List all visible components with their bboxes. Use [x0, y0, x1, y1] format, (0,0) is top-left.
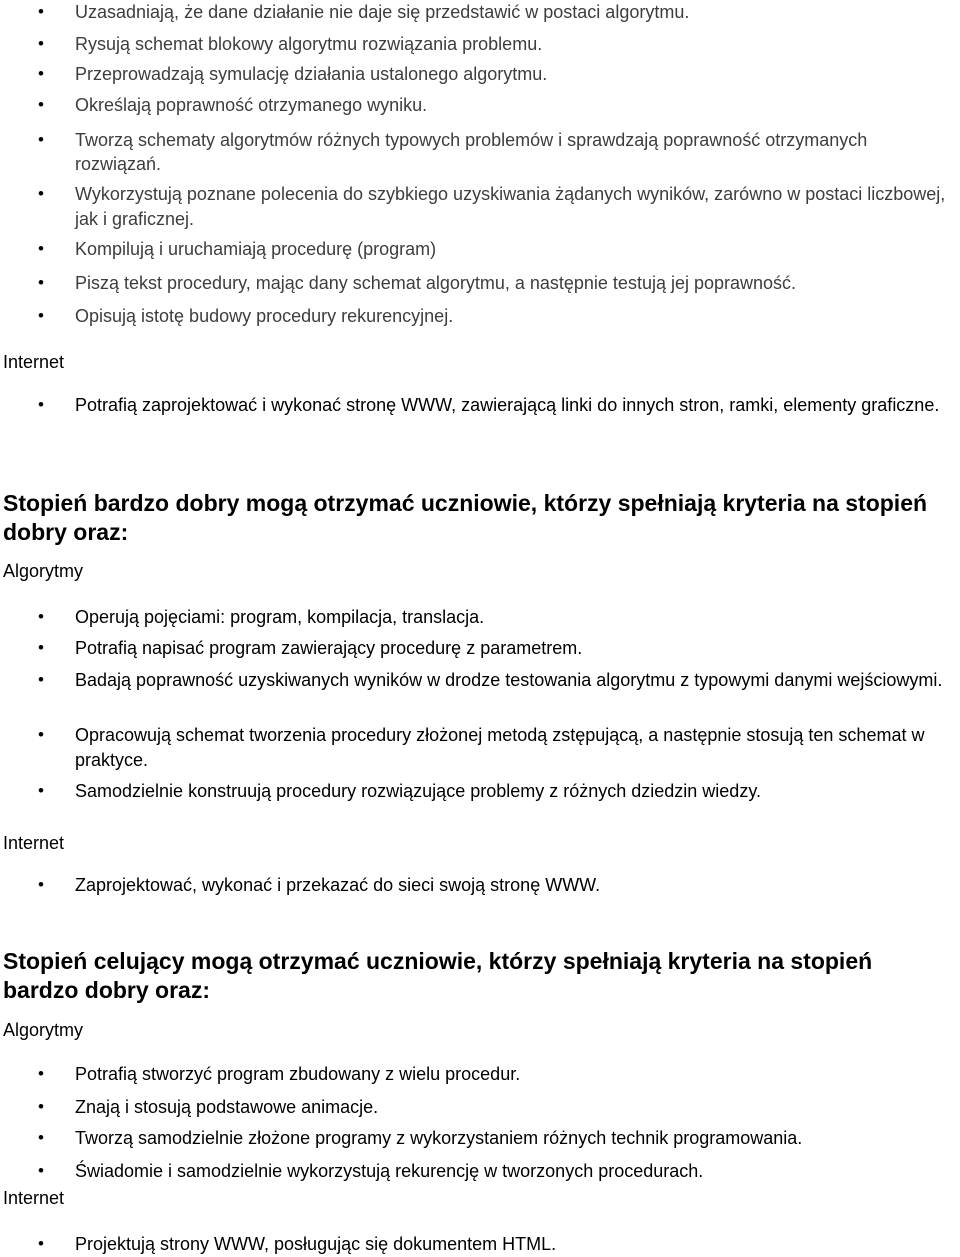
list-item: • Kompilują i uruchamiają procedurę (program): [38, 239, 437, 259]
bullet-icon: •: [38, 2, 44, 21]
list-item: • Uzasadniają, że dane działanie nie daje się przedstawić w postaci algorytmu.: [38, 2, 690, 22]
list-item: • Tworzą samodzielnie złożone programy z wykorzystaniem różnych technik programowania.: [38, 1128, 803, 1148]
bullet-icon: •: [38, 1097, 44, 1116]
bullet-icon: •: [38, 781, 44, 800]
bullet-icon: •: [38, 239, 44, 258]
list-item: • Piszą tekst procedury, mając dany schemat algorytmu, a następnie testują jej poprawność.: [38, 273, 797, 293]
bullet-icon: •: [38, 395, 44, 414]
bullet-icon: •: [38, 95, 44, 114]
bullet-icon: •: [38, 1128, 44, 1147]
bullet-icon: •: [38, 875, 44, 894]
bullet-icon: •: [38, 670, 44, 689]
bullet-icon: •: [38, 638, 44, 657]
bullet-icon: •: [38, 1234, 44, 1253]
list-item: • Wykorzystują poznane polecenia do szybkiego uzyskiwania żądanych wyników, zarówno w postaci liczbowej, jak i graficznej.: [38, 184, 946, 229]
bullet-icon: •: [38, 306, 44, 325]
list-item: • Rysują schemat blokowy algorytmu rozwiązania problemu.: [38, 34, 543, 54]
list-item: • Zaprojektować, wykonać i przekazać do sieci swoją stronę WWW.: [38, 875, 601, 895]
section3-internet-list: [0, 1232, 960, 1256]
list-item: • Znają i stosują podstawowe animacje.: [38, 1097, 379, 1117]
section2-internet-label: Internet: [3, 833, 65, 853]
list-item: • Przeprowadzają symulację działania ustalonego algorytmu.: [38, 64, 548, 84]
section3-internet-label: Internet: [3, 1188, 65, 1208]
list-item: • Potrafią stworzyć program zbudowany z wielu procedur.: [38, 1064, 521, 1084]
bullet-icon: •: [38, 607, 44, 626]
bullet-icon: •: [38, 34, 44, 53]
section3-heading: Stopień celujący mogą otrzymać uczniowie, którzy spełniają kryteria na stopień bardzo dobry oraz:: [3, 948, 873, 1003]
list-item: • Badają poprawność uzyskiwanych wyników w drodze testowania algorytmu z typowymi danymi wejściowymi.: [38, 670, 943, 690]
list-item: • Potrafią napisać program zawierający procedurę z parametrem.: [38, 638, 583, 658]
bullet-icon: •: [38, 273, 44, 292]
bullet-icon: •: [38, 1064, 44, 1083]
section1-internet-list: [0, 393, 960, 418]
section3-algorytmy-label: Algorytmy: [3, 1020, 84, 1040]
bullet-icon: •: [38, 130, 44, 149]
list-item: • Opracowują schemat tworzenia procedury złożonej metodą zstępującą, a następnie stosują ten schemat w praktyce.: [38, 725, 925, 770]
list-item: • Operują pojęciami: program, kompilacja, translacja.: [38, 607, 485, 627]
section2-internet-list: [0, 873, 960, 897]
bullet-icon: •: [38, 64, 44, 83]
bullet-icon: •: [38, 184, 44, 203]
section2-heading: Stopień bardzo dobry mogą otrzymać uczniowie, którzy spełniają kryteria na stopień dobry oraz:: [3, 490, 928, 545]
list-item: • Świadomie i samodzielnie wykorzystują rekurencję w tworzonych procedurach.: [38, 1161, 704, 1181]
bullet-icon: •: [38, 725, 44, 744]
list-item: • Potrafią zaprojektować i wykonać stronę WWW, zawierającą linki do innych stron, ramki, elementy graficzne.: [38, 395, 940, 415]
bullet-icon: •: [38, 1161, 44, 1180]
list-item: • Tworzą schematy algorytmów różnych typowych problemów i sprawdzają poprawność otrzymanych rozwiązań.: [38, 130, 868, 174]
section2-algorytmy-label: Algorytmy: [3, 561, 84, 581]
list-item: • Określają poprawność otrzymanego wyniku.: [38, 95, 428, 115]
list-item: • Samodzielnie konstruują procedury rozwiązujące problemy z różnych dziedzin wiedzy.: [38, 781, 761, 801]
list-item: • Projektują strony WWW, posługując się dokumentem HTML.: [38, 1234, 557, 1254]
list-item: • Opisują istotę budowy procedury rekurencyjnej.: [38, 306, 454, 326]
section1-internet-label: Internet: [3, 352, 65, 372]
